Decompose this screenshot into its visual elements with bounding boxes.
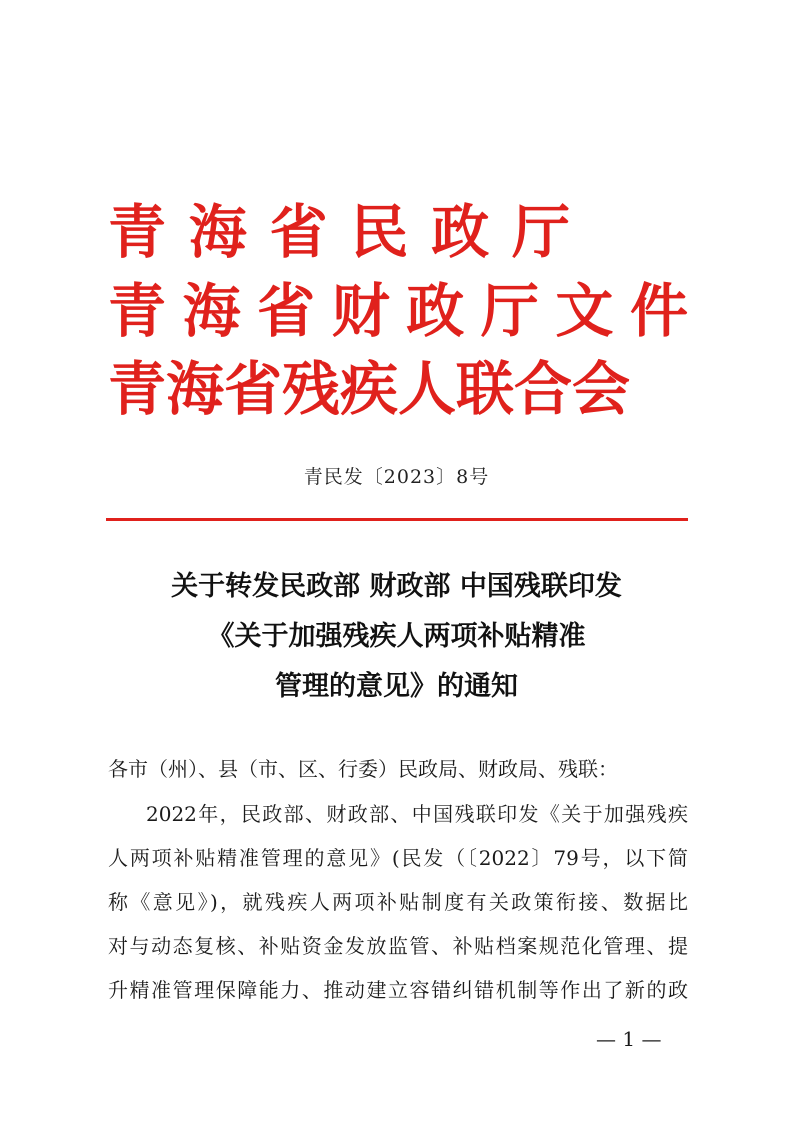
- header-char: 财: [331, 277, 390, 345]
- header-char: 青: [108, 277, 167, 345]
- salutation: 各市（州）、县（市、区、行委）民政局、财政局、残联：: [108, 757, 618, 781]
- issuer-header-line-3: [108, 355, 631, 423]
- header-char: 疾: [340, 355, 399, 423]
- paragraph-line: 2022年，民政部、财政部、中国残联印发《关于加强残疾: [146, 802, 688, 826]
- paragraph-line: 升精准管理保障能力、推动建立容错纠错机制等作出了新的政: [108, 978, 688, 1002]
- header-char: 人: [398, 355, 457, 423]
- header-char: 件: [629, 277, 688, 345]
- issuer-header-line-1: [108, 198, 570, 266]
- document-title-line-3: 管理的意见》的通知: [275, 671, 518, 702]
- header-char: 会: [572, 355, 631, 423]
- header-char: 省: [257, 277, 316, 345]
- document-title-line-1: 关于转发民政部 财政部 中国残联印发: [171, 571, 622, 602]
- header-char: 文: [555, 277, 614, 345]
- header-char: 厅: [511, 198, 570, 266]
- header-char: 联: [456, 355, 515, 423]
- paragraph-line: 称《意见》)，就残疾人两项补贴制度有关政策衔接、数据比: [108, 890, 688, 914]
- header-char: 海: [188, 198, 247, 266]
- red-separator-line: [106, 518, 688, 521]
- header-char: 民: [350, 198, 409, 266]
- paragraph-line: 人两项补贴精准管理的意见》(民发（〔2022〕79号，以下简: [108, 846, 688, 870]
- page-number: — 1 —: [596, 1027, 662, 1051]
- document-title-line-2: 《关于加强残疾人两项补贴精准: [207, 621, 586, 652]
- header-char: 政: [406, 277, 465, 345]
- issuer-header-line-2: [108, 277, 688, 345]
- header-char: 省: [224, 355, 283, 423]
- header-char: 政: [431, 198, 490, 266]
- header-char: 青: [108, 198, 167, 266]
- header-char: 青: [108, 355, 167, 423]
- header-char: 海: [182, 277, 241, 345]
- document-number: 青民发〔2023〕8号: [303, 466, 490, 488]
- header-char: 海: [166, 355, 225, 423]
- paragraph-line: 对与动态复核、补贴资金发放监管、补贴档案规范化管理、提: [108, 934, 688, 958]
- header-char: 省: [269, 198, 328, 266]
- header-char: 厅: [480, 277, 539, 345]
- header-char: 残: [282, 355, 341, 423]
- header-char: 合: [514, 355, 573, 423]
